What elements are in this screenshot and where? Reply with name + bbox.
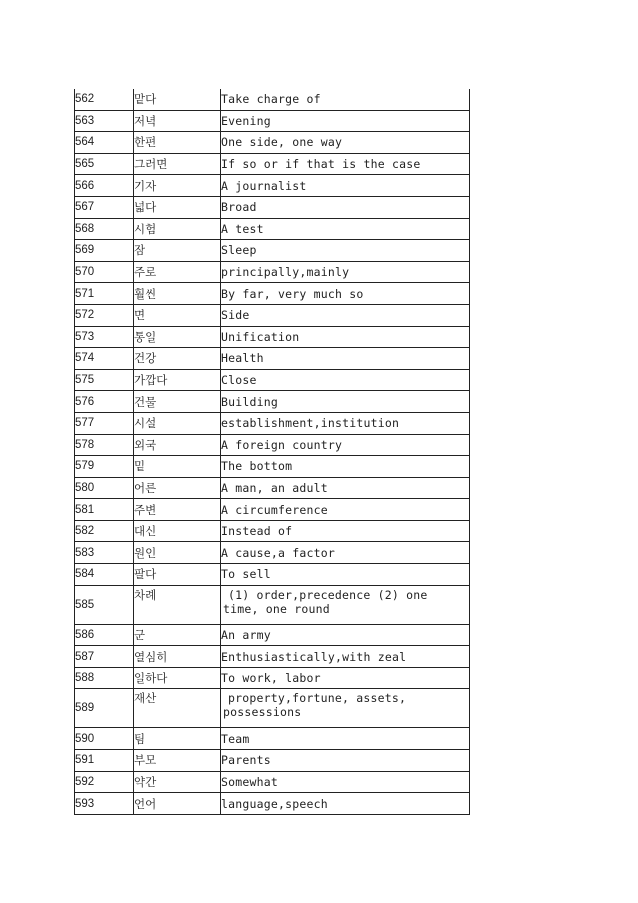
korean-word: 넓다 xyxy=(134,196,221,218)
korean-word: 주변 xyxy=(134,499,221,521)
english-meaning-text: Take charge of xyxy=(221,92,321,107)
table-row xyxy=(75,771,470,793)
table-row xyxy=(75,153,470,175)
korean-word: 부모 xyxy=(134,750,221,772)
entry-number: 569 xyxy=(75,240,134,262)
english-meaning xyxy=(221,520,470,542)
entry-number: 590 xyxy=(75,728,134,750)
korean-word: 맡다 xyxy=(134,89,221,110)
table-row xyxy=(75,261,470,283)
korean-word: 시설 xyxy=(134,412,221,434)
vocabulary-table-body xyxy=(75,89,470,814)
english-meaning-text: Building xyxy=(221,394,278,409)
english-meaning xyxy=(221,153,470,175)
english-meaning xyxy=(221,348,470,370)
english-meaning-text: The bottom xyxy=(221,459,293,474)
entry-number: 584 xyxy=(75,564,134,586)
english-meaning xyxy=(221,110,470,132)
english-meaning-text: A journalist xyxy=(221,178,307,193)
korean-word: 일하다 xyxy=(134,667,221,689)
korean-word: 주로 xyxy=(134,261,221,283)
entry-number: 591 xyxy=(75,750,134,772)
korean-word: 약간 xyxy=(134,771,221,793)
korean-word: 팀 xyxy=(134,728,221,750)
english-meaning xyxy=(221,261,470,283)
english-meaning xyxy=(221,369,470,391)
table-row xyxy=(75,304,470,326)
english-meaning-text: A circumference xyxy=(221,502,328,517)
entry-number: 589 xyxy=(75,689,134,728)
english-meaning xyxy=(221,132,470,154)
entry-number: 585 xyxy=(75,585,134,624)
korean-word: 건강 xyxy=(134,348,221,370)
korean-word: 차례 xyxy=(134,585,221,624)
korean-word: 저녁 xyxy=(134,110,221,132)
english-meaning-text: Team xyxy=(221,731,250,746)
table-row xyxy=(75,89,470,110)
entry-number: 562 xyxy=(75,89,134,110)
korean-word: 군 xyxy=(134,624,221,646)
english-meaning-text: One side, one way xyxy=(221,135,343,150)
korean-word: 밑 xyxy=(134,456,221,478)
table-row xyxy=(75,283,470,305)
vocabulary-table xyxy=(74,89,470,815)
table-row xyxy=(75,391,470,413)
entry-number: 570 xyxy=(75,261,134,283)
english-meaning xyxy=(221,218,470,240)
english-meaning-text: Health xyxy=(221,351,264,366)
table-row xyxy=(75,750,470,772)
table-row xyxy=(75,110,470,132)
english-meaning xyxy=(221,667,470,689)
english-meaning-text: To work, labor xyxy=(221,671,321,686)
korean-word: 한편 xyxy=(134,132,221,154)
english-meaning-text: Sleep xyxy=(221,243,257,258)
english-meaning-text: A cause,a factor xyxy=(221,545,335,560)
english-meaning xyxy=(221,585,470,624)
english-meaning-text: If so or if that is the case xyxy=(221,157,421,172)
entry-number: 571 xyxy=(75,283,134,305)
table-row xyxy=(75,564,470,586)
english-meaning-text: Enthusiastically,with zeal xyxy=(221,649,407,664)
entry-number: 577 xyxy=(75,412,134,434)
english-meaning-text: A man, an adult xyxy=(221,480,328,495)
english-meaning xyxy=(221,750,470,772)
entry-number: 581 xyxy=(75,499,134,521)
english-meaning xyxy=(221,304,470,326)
korean-word: 열심히 xyxy=(134,646,221,668)
table-row xyxy=(75,499,470,521)
entry-number: 564 xyxy=(75,132,134,154)
english-meaning xyxy=(221,175,470,197)
english-meaning-text: A test xyxy=(221,221,264,236)
korean-word: 기자 xyxy=(134,175,221,197)
entry-number: 593 xyxy=(75,793,134,815)
table-row xyxy=(75,793,470,815)
english-meaning-text: Unification xyxy=(221,329,300,344)
english-meaning xyxy=(221,771,470,793)
english-meaning-text: Somewhat xyxy=(221,774,278,789)
table-row xyxy=(75,542,470,564)
english-meaning xyxy=(221,434,470,456)
entry-number: 582 xyxy=(75,520,134,542)
english-meaning-text: principally,mainly xyxy=(221,265,350,280)
table-row xyxy=(75,624,470,646)
table-row xyxy=(75,667,470,689)
korean-word: 언어 xyxy=(134,793,221,815)
entry-number: 586 xyxy=(75,624,134,646)
table-row xyxy=(75,175,470,197)
table-row xyxy=(75,326,470,348)
english-meaning-text: Broad xyxy=(221,200,257,215)
table-row xyxy=(75,218,470,240)
english-meaning xyxy=(221,456,470,478)
english-meaning xyxy=(221,283,470,305)
english-meaning xyxy=(221,624,470,646)
korean-word: 훨씬 xyxy=(134,283,221,305)
korean-word: 그러면 xyxy=(134,153,221,175)
korean-word: 건물 xyxy=(134,391,221,413)
table-row xyxy=(75,196,470,218)
entry-number: 566 xyxy=(75,175,134,197)
korean-word: 잠 xyxy=(134,240,221,262)
entry-number: 580 xyxy=(75,477,134,499)
korean-word: 재산 xyxy=(134,689,221,728)
entry-number: 578 xyxy=(75,434,134,456)
english-meaning xyxy=(221,240,470,262)
korean-word: 대신 xyxy=(134,520,221,542)
english-meaning-text: establishment,institution xyxy=(221,416,400,431)
english-meaning xyxy=(221,477,470,499)
table-row xyxy=(75,240,470,262)
english-meaning xyxy=(221,391,470,413)
korean-word: 통일 xyxy=(134,326,221,348)
english-meaning xyxy=(221,646,470,668)
table-row xyxy=(75,434,470,456)
english-meaning-text: Parents xyxy=(221,753,271,768)
entry-number: 574 xyxy=(75,348,134,370)
korean-word: 외국 xyxy=(134,434,221,456)
entry-number: 563 xyxy=(75,110,134,132)
korean-word: 어른 xyxy=(134,477,221,499)
english-meaning-text: language,speech xyxy=(221,796,328,811)
entry-number: 572 xyxy=(75,304,134,326)
english-meaning xyxy=(221,499,470,521)
entry-number: 576 xyxy=(75,391,134,413)
table-row xyxy=(75,456,470,478)
korean-word: 가깝다 xyxy=(134,369,221,391)
table-row xyxy=(75,585,470,624)
english-meaning xyxy=(221,564,470,586)
english-meaning xyxy=(221,728,470,750)
entry-number: 565 xyxy=(75,153,134,175)
english-meaning-text: Instead of xyxy=(221,524,293,539)
english-meaning-text: To sell xyxy=(221,567,271,582)
english-meaning xyxy=(221,689,470,728)
table-row xyxy=(75,132,470,154)
korean-word: 시험 xyxy=(134,218,221,240)
table-row xyxy=(75,520,470,542)
entry-number: 575 xyxy=(75,369,134,391)
english-meaning xyxy=(221,89,470,110)
entry-number: 568 xyxy=(75,218,134,240)
english-meaning-text: By far, very much so xyxy=(221,286,364,301)
korean-word: 면 xyxy=(134,304,221,326)
entry-number: 583 xyxy=(75,542,134,564)
table-row xyxy=(75,348,470,370)
english-meaning-text: A foreign country xyxy=(221,437,343,452)
table-row xyxy=(75,477,470,499)
table-row xyxy=(75,689,470,728)
table-row xyxy=(75,646,470,668)
entry-number: 573 xyxy=(75,326,134,348)
entry-number: 587 xyxy=(75,646,134,668)
table-row xyxy=(75,369,470,391)
table-row xyxy=(75,412,470,434)
table-row xyxy=(75,728,470,750)
korean-word: 팔다 xyxy=(134,564,221,586)
english-meaning-text: An army xyxy=(221,627,271,642)
english-meaning xyxy=(221,412,470,434)
english-meaning xyxy=(221,793,470,815)
english-meaning-text: Side xyxy=(221,308,250,323)
entry-number: 567 xyxy=(75,196,134,218)
korean-word: 원인 xyxy=(134,542,221,564)
english-meaning-text: property,fortune, assets, possessions xyxy=(223,691,407,720)
english-meaning-text: Close xyxy=(221,373,257,388)
english-meaning xyxy=(221,196,470,218)
english-meaning xyxy=(221,326,470,348)
english-meaning xyxy=(221,542,470,564)
entry-number: 592 xyxy=(75,771,134,793)
english-meaning-text: (1) order,precedence (2) one time, one round xyxy=(223,587,428,616)
entry-number: 579 xyxy=(75,456,134,478)
english-meaning-text: Evening xyxy=(221,113,271,128)
entry-number: 588 xyxy=(75,667,134,689)
